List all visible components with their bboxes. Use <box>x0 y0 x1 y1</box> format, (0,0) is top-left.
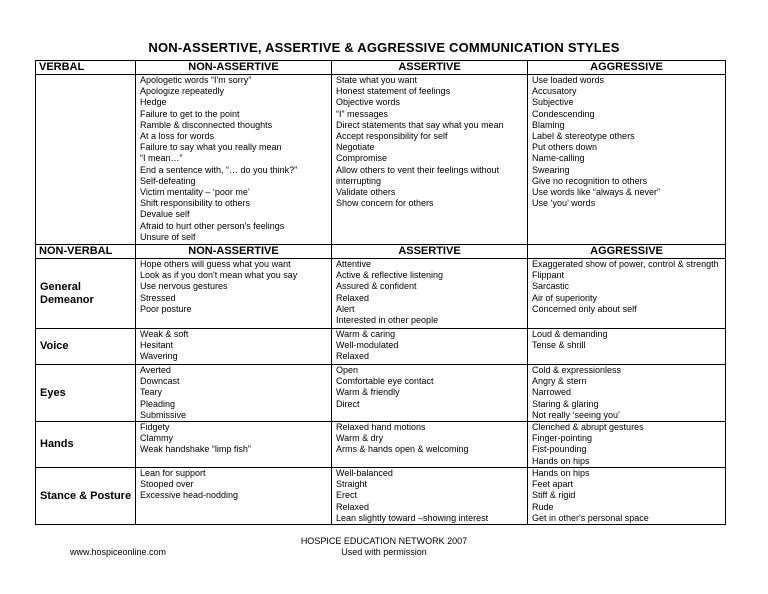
footer-source: HOSPICE EDUCATION NETWORK 2007 <box>300 536 468 546</box>
list-item: Stiff & rigid <box>532 490 576 501</box>
list-item: Give no recognition to others <box>532 175 648 186</box>
eyes-row <box>36 365 726 422</box>
hands-row <box>36 422 726 468</box>
list-item: Loud & demanding <box>532 329 608 339</box>
list-item: Flippant <box>532 270 565 281</box>
list-item: Self-defeating <box>140 175 196 186</box>
list-item: Subjective <box>532 97 574 108</box>
hands-label: Hands <box>36 422 136 468</box>
list-item: Hands on hips <box>532 468 590 479</box>
list-item: Accusatory <box>532 86 577 97</box>
list-item: Use nervous gestures <box>140 281 228 292</box>
stance-posture-non-assertive <box>136 468 332 525</box>
list-item: Downcast <box>140 376 180 387</box>
verbal-non-assertive-header: NON-ASSERTIVE <box>136 61 332 75</box>
list-item: Afraid to hurt other person's feelings <box>140 220 285 231</box>
list-item: Rude <box>532 501 554 512</box>
nonverbal-non-assertive-header: NON-ASSERTIVE <box>136 245 332 259</box>
page-title: NON-ASSERTIVE, ASSERTIVE & AGGRESSIVE COMMUNICATION STYLES <box>148 40 620 55</box>
list-item: Use words like “always & never” <box>532 187 661 198</box>
list-item: Wavering <box>140 351 178 362</box>
general-demeanor-aggressive <box>528 259 726 329</box>
voice-aggressive <box>528 329 726 365</box>
footer-website-link[interactable]: www.hospiceonline.com <box>70 547 167 557</box>
list-item: Comfortable eye contact <box>336 376 434 387</box>
list-item: At a loss for words <box>140 131 215 142</box>
verbal-non-assertive-cell <box>136 75 332 245</box>
list-item: Swearing <box>532 164 570 175</box>
list-item: Accept responsibility for self <box>336 131 448 142</box>
list-item: Sarcastic <box>532 281 570 292</box>
nonverbal-assertive-header: ASSERTIVE <box>332 245 528 259</box>
communication-styles-table <box>35 60 726 525</box>
verbal-row <box>36 75 726 245</box>
list-item: Use loaded words <box>532 75 605 85</box>
list-item: Direct statements that say what you mean <box>336 119 504 130</box>
eyes-label: Eyes <box>36 365 136 422</box>
list-item: Hesitant <box>140 340 174 351</box>
list-item: Open <box>336 365 359 375</box>
list-item: Stressed <box>140 292 176 303</box>
list-item: Air of superiority <box>532 292 598 303</box>
list-item: Put others down <box>532 142 598 153</box>
footer-permission: Used with permission <box>341 547 427 557</box>
list-item: Erect <box>336 490 358 501</box>
list-item: State what you want <box>336 75 418 85</box>
list-item: Alert <box>336 303 355 314</box>
general-demeanor-assertive <box>332 259 528 329</box>
list-item: Warm & dry <box>336 433 384 444</box>
list-item: Condescending <box>532 108 595 119</box>
eyes-assertive <box>332 365 528 422</box>
stance-posture-assertive <box>332 468 528 525</box>
stance-posture-row <box>36 468 726 525</box>
list-item: Angry & stern <box>532 376 587 387</box>
list-item: Well-balanced <box>336 468 393 479</box>
list-item: Not really ‘seeing you’ <box>532 409 621 420</box>
list-item: Failure to say what you really mean <box>140 142 282 153</box>
nonverbal-aggressive-header: AGGRESSIVE <box>528 245 726 259</box>
list-item: Attentive <box>336 259 372 269</box>
list-item: Narrowed <box>532 387 572 398</box>
list-item: Show concern for others <box>336 198 434 209</box>
list-item: Apologize repeatedly <box>140 86 225 97</box>
general-demeanor-label: General Demeanor <box>36 259 136 329</box>
eyes-non-assertive <box>136 365 332 422</box>
list-item: Relaxed <box>336 351 370 362</box>
eyes-aggressive <box>528 365 726 422</box>
list-item: Compromise <box>336 153 388 164</box>
list-item: Clenched & abrupt gestures <box>532 422 644 433</box>
list-item: Hedge <box>140 97 167 108</box>
verbal-aggressive-header: AGGRESSIVE <box>528 61 726 75</box>
list-item: Relaxed hand motions <box>336 422 426 433</box>
voice-row <box>36 329 726 365</box>
list-item: Honest statement of feelings <box>336 86 451 97</box>
list-item: Poor posture <box>140 303 192 314</box>
list-item: Straight <box>336 479 368 490</box>
list-item: Use ‘you’ words <box>532 198 596 209</box>
general-demeanor-non-assertive <box>136 259 332 329</box>
list-item: Weak & soft <box>140 329 189 339</box>
list-item: Exaggerated show of power, control & strength <box>532 259 719 269</box>
list-item: Get in other's personal space <box>532 512 649 523</box>
stance-posture-aggressive <box>528 468 726 525</box>
list-item: Arms & hands open & welcoming <box>336 444 469 455</box>
list-item: Allow others to vent their feelings without interrupting <box>336 164 500 186</box>
general-demeanor-row <box>36 259 726 329</box>
verbal-header-row <box>36 61 726 75</box>
list-item: Warm & friendly <box>336 387 400 398</box>
list-item: Blaming <box>532 119 565 130</box>
list-item: Weak handshake “limp fish” <box>140 444 251 455</box>
list-item: Active & reflective listening <box>336 270 444 281</box>
list-item: Look as if you don't mean what you say <box>140 270 298 281</box>
nonverbal-header-row <box>36 245 726 259</box>
hands-assertive <box>332 422 528 468</box>
list-item: Direct <box>336 398 360 409</box>
list-item: End a sentence with, “… do you think?” <box>140 164 298 175</box>
list-item: Stooped over <box>140 479 194 490</box>
list-item: Feet apart <box>532 479 574 490</box>
list-item: Victim mentality – ‘poor me’ <box>140 187 250 198</box>
list-item: Apologetic words “I'm sorry” <box>140 75 252 85</box>
list-item: “I mean…” <box>140 153 183 164</box>
list-item: Label & stereotype others <box>532 131 635 142</box>
list-item: Concerned only about self <box>532 303 637 314</box>
list-item: Lean slightly toward –showing interest <box>336 512 489 523</box>
list-item: Relaxed <box>336 501 370 512</box>
list-item: Lean for support <box>140 468 206 479</box>
list-item: Devalue self <box>140 209 190 220</box>
list-item: Warm & caring <box>336 329 396 339</box>
list-item: Negotiate <box>336 142 375 153</box>
list-item: Fist-pounding <box>532 444 587 455</box>
voice-assertive <box>332 329 528 365</box>
list-item: Interested in other people <box>336 315 439 326</box>
list-item: Teary <box>140 387 163 398</box>
hands-aggressive <box>528 422 726 468</box>
list-item: Clammy <box>140 433 173 444</box>
list-item: Pleading <box>140 398 176 409</box>
list-item: Ramble & disconnected thoughts <box>140 119 273 130</box>
verbal-assertive-header: ASSERTIVE <box>332 61 528 75</box>
list-item: Excessive head-nodding <box>140 490 239 501</box>
verbal-assertive-cell <box>332 75 528 245</box>
list-item: Name-calling <box>532 153 585 164</box>
list-item: Unsure of self <box>140 231 196 242</box>
list-item: Failure to get to the point <box>140 108 240 119</box>
list-item: “I” messages <box>336 108 389 119</box>
hands-non-assertive <box>136 422 332 468</box>
list-item: Tense & shrill <box>532 340 586 351</box>
list-item: Averted <box>140 365 171 375</box>
list-item: Submissive <box>140 409 187 420</box>
list-item: Assured & confident <box>336 281 417 292</box>
verbal-row-label <box>36 75 136 245</box>
verbal-label: VERBAL <box>36 61 136 75</box>
list-item: Relaxed <box>336 292 370 303</box>
list-item: Objective words <box>336 97 401 108</box>
list-item: Staring & glaring <box>532 398 599 409</box>
voice-non-assertive <box>136 329 332 365</box>
list-item: Finger-pointing <box>532 433 593 444</box>
list-item: Cold & expressionless <box>532 365 622 375</box>
list-item: Fidgety <box>140 422 170 433</box>
verbal-aggressive-cell <box>528 75 726 245</box>
list-item: Hope others will guess what you want <box>140 259 291 269</box>
list-item: Hands on hips <box>532 455 590 466</box>
stance-posture-label: Stance & Posture <box>36 468 136 525</box>
list-item: Shift responsibility to others <box>140 198 251 209</box>
list-item: Validate others <box>336 187 396 198</box>
list-item: Well-modulated <box>336 340 399 351</box>
voice-label: Voice <box>36 329 136 365</box>
nonverbal-label: NON-VERBAL <box>36 245 136 259</box>
